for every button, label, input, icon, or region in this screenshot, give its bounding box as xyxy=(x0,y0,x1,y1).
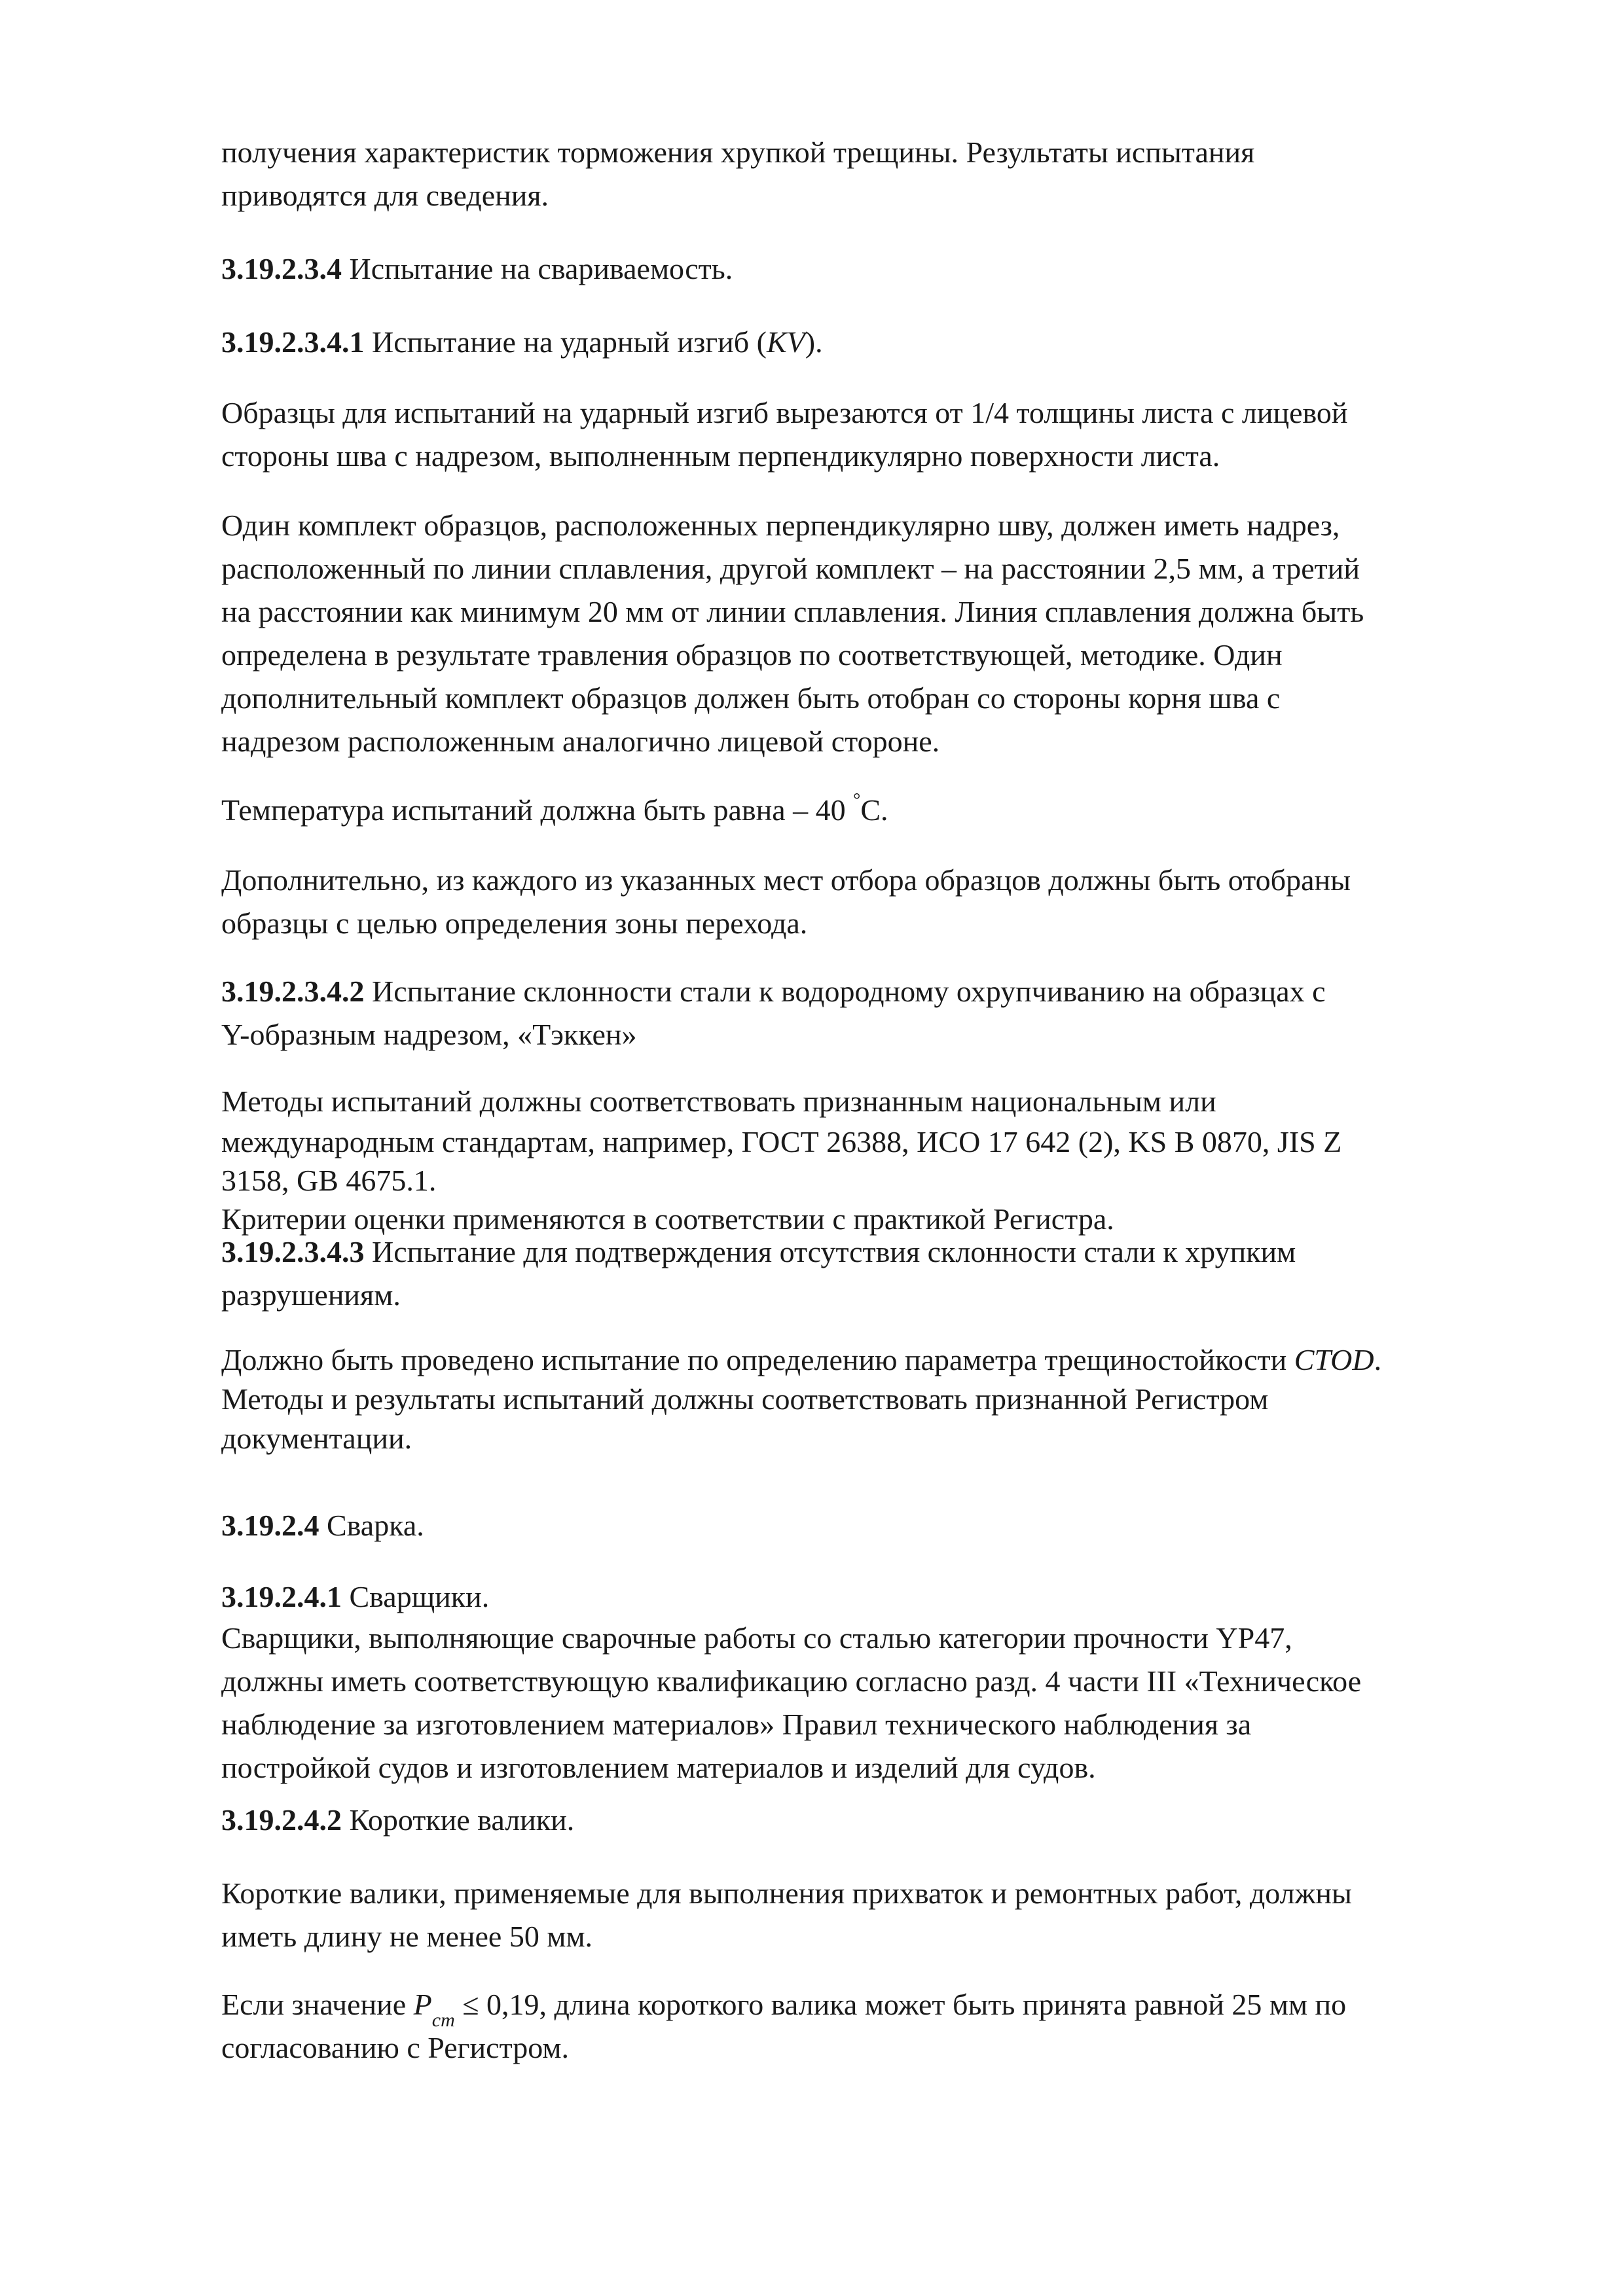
pcm-subscript: cm xyxy=(431,2009,455,2032)
text-line: дополнительный комплект образцов должен быть отобран со стороны корня шва с xyxy=(221,681,1281,715)
section-number: 3.19.2.4.1 xyxy=(221,1580,342,1613)
text-line: 3158, GB 4675.1. xyxy=(221,1164,437,1197)
text-line: согласованию с Регистром. xyxy=(221,2031,569,2064)
section-title: Сварщики. xyxy=(342,1580,490,1613)
paragraph-ctod xyxy=(221,1340,1478,1458)
temperature-unit: С. xyxy=(860,793,888,827)
text-line xyxy=(221,789,1478,832)
section-3-19-2-4 xyxy=(221,1504,1478,1547)
text-line: получения характеристик торможения хрупкой трещины. Результаты испытания xyxy=(221,135,1255,169)
ctod-text: Должно быть проведено испытание по определению параметра трещиностойкости xyxy=(221,1343,1294,1376)
section-3-19-2-4-1 xyxy=(221,1577,1478,1789)
text-line: международным стандартам, например, ГОСТ 26388, ИСО 17 642 (2), KS B 0870, JIS Z xyxy=(221,1125,1342,1158)
text-line: наблюдение за изготовлением материалов» Правил технического наблюдения за xyxy=(221,1708,1252,1741)
paragraph-pcm xyxy=(221,1983,1478,2070)
section-number: 3.19.2.3.4.1 xyxy=(221,325,365,359)
paragraph-intro xyxy=(221,131,1478,217)
text-line: на расстоянии как минимум 20 мм от линии сплавления. Линия сплавления должна быть xyxy=(221,595,1364,628)
text-line: Короткие валики, применяемые для выполнения прихваток и ремонтных работ, должны xyxy=(221,1876,1352,1910)
kv-symbol: KV xyxy=(767,325,805,359)
text-line: приводятся для сведения. xyxy=(221,179,549,212)
text-line: Один комплект образцов, расположенных перпендикулярно шву, должен иметь надрез, xyxy=(221,509,1340,542)
text-line: должны иметь соответствующую квалификацию согласно разд. 4 части III «Техническое xyxy=(221,1664,1362,1698)
section-heading xyxy=(221,321,1478,364)
section-number: 3.19.2.4 xyxy=(221,1509,319,1542)
section-3-19-2-3-4-1 xyxy=(221,321,1478,364)
text-line: Сварщики, выполняющие сварочные работы со сталью категории прочности YP47, xyxy=(221,1621,1292,1655)
text-line: образцы с целью определения зоны перехода. xyxy=(221,906,808,940)
text-line: определена в результате травления образцов по соответствующей, методике. Один xyxy=(221,638,1283,672)
section-heading xyxy=(221,1577,1478,1617)
temperature-text: Температура испытаний должна быть равна – 40 xyxy=(221,793,854,827)
section-title: Испытание для подтверждения отсутствия склонности стали к хрупким xyxy=(364,1235,1296,1268)
text-line: расположенный по линии сплавления, другой комплект – на расстоянии 2,5 мм, а третий xyxy=(221,552,1360,585)
section-number: 3.19.2.3.4.2 xyxy=(221,975,365,1008)
degree-sign: ° xyxy=(853,789,861,810)
section-title: Испытание склонности стали к водородному охрупчиванию на образцах с xyxy=(364,975,1326,1008)
text-line: иметь длину не менее 50 мм. xyxy=(221,1920,593,1953)
section-3-19-2-3-4-3 xyxy=(221,1230,1478,1317)
text-line: Методы и результаты испытаний должны соответствовать признанной Регистром xyxy=(221,1382,1269,1416)
text-line: постройкой судов и изготовлением материалов и изделий для судов. xyxy=(221,1751,1096,1784)
text-line: Методы испытаний должны соответствовать признанным национальным или xyxy=(221,1085,1216,1118)
section-heading xyxy=(221,1799,1478,1842)
section-title: Сварка. xyxy=(319,1509,424,1542)
paragraph-short-beads xyxy=(221,1872,1478,1958)
text-line: Y-образным надрезом, «Тэккен» xyxy=(221,1018,637,1051)
pcm-text-end: ≤ 0,19, длина короткого валика может быть принята равной 25 мм по xyxy=(454,1988,1347,2021)
section-title: Испытание на свариваемость. xyxy=(342,252,733,285)
section-3-19-2-3-4 xyxy=(221,247,1478,291)
section-number: 3.19.2.4.2 xyxy=(221,1803,342,1837)
text-line: разрушениям. xyxy=(221,1278,401,1312)
text-line: Дополнительно, из каждого из указанных мест отбора образцов должны быть отобраны xyxy=(221,863,1351,897)
text-line: Образцы для испытаний на ударный изгиб вырезаются от 1/4 толщины листа с лицевой xyxy=(221,396,1348,429)
section-title: Испытание на ударный изгиб ( xyxy=(364,325,767,359)
text-line xyxy=(221,1983,1478,2032)
text-line xyxy=(221,1340,1478,1380)
section-heading xyxy=(221,970,1478,1013)
ctod-symbol: CTOD xyxy=(1294,1343,1374,1376)
text-line: документации. xyxy=(221,1422,412,1455)
section-title: Короткие валики. xyxy=(342,1803,575,1837)
section-heading xyxy=(221,247,1478,291)
pcm-text: Если значение xyxy=(221,1988,414,2021)
section-title-end: ). xyxy=(805,325,823,359)
paragraph-specimen-set xyxy=(221,504,1478,763)
paragraph-specimens xyxy=(221,391,1478,478)
paragraph-temperature xyxy=(221,789,1478,832)
section-heading xyxy=(221,1504,1478,1547)
text-line: надрезом расположенным аналогично лицевой стороне. xyxy=(221,725,940,758)
ctod-end: . xyxy=(1374,1343,1382,1376)
section-3-19-2-3-4-2 xyxy=(221,970,1478,1056)
text-line: Критерии оценки применяются в соответствии с практикой Регистра. xyxy=(221,1202,1114,1236)
section-heading xyxy=(221,1230,1478,1274)
section-number: 3.19.2.3.4 xyxy=(221,252,342,285)
section-number: 3.19.2.3.4.3 xyxy=(221,1235,365,1268)
text-line: стороны шва с надрезом, выполненным перпендикулярно поверхности листа. xyxy=(221,439,1220,473)
pcm-symbol: P xyxy=(413,1988,432,2021)
paragraph-methods xyxy=(221,1081,1478,1240)
section-3-19-2-4-2 xyxy=(221,1799,1478,1842)
paragraph-additional xyxy=(221,859,1478,945)
